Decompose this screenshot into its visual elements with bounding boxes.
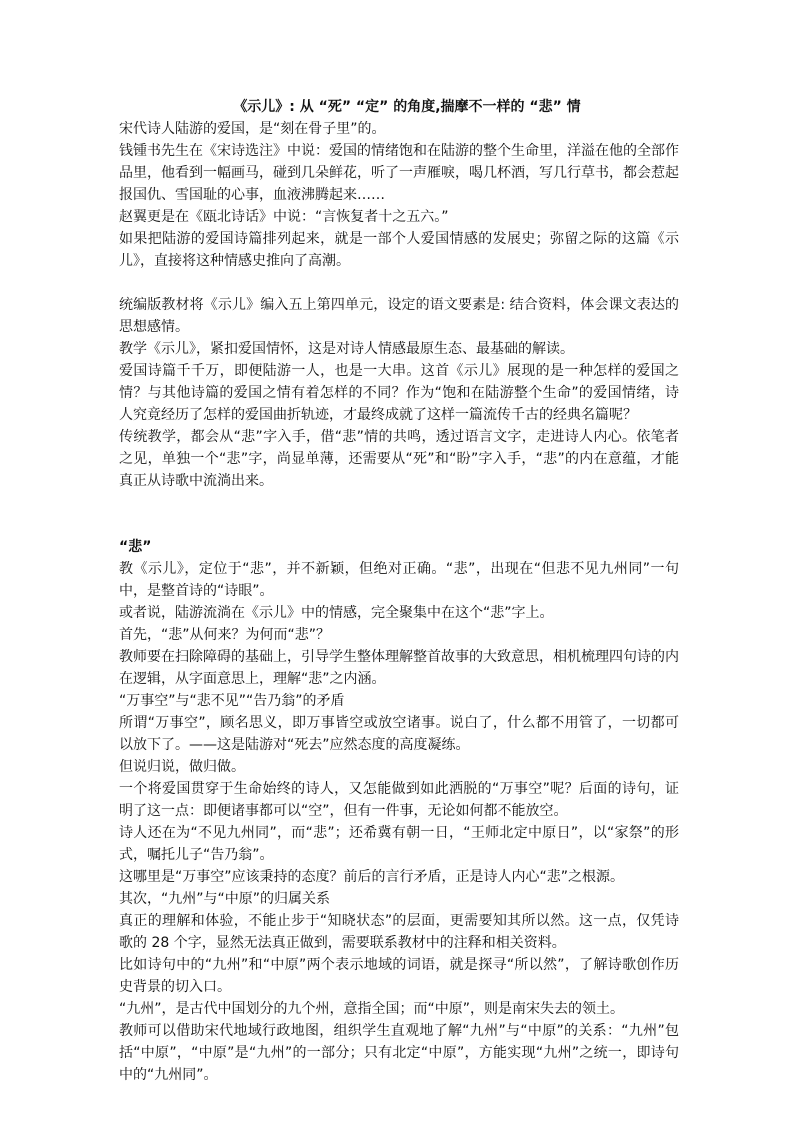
section-heading: “悲”: [119, 539, 152, 555]
paragraph: 一个将爱国贯穿于生命始终的诗人，又怎能做到如此洒脱的“万事空”呢？后面的诗句，证明了这一点：即便诸事都可以“空”，但有一件事，无论如何都不能放空。: [119, 781, 679, 819]
paragraph: 所谓“万事空”，顾名思义，即万事皆空或放空诸事。说白了，什么都不用管了，一切都可以放下了。——这是陆游对“死去”应然态度的高度凝练。: [119, 715, 679, 753]
paragraph: “九州”，是古代中国划分的九个州，意指全国；而“中原”，则是南宋失去的领土。: [119, 1001, 625, 1017]
paragraph: 教师可以借助宋代地域行政地图，组织学生直观地了解“九州”与“中原”的关系：“九州”包括“中原”，“中原”是“九州”的一部分；只有北定“中原”，方能实现“九州”之统一，即诗句中的“九州同”。: [119, 1023, 679, 1083]
paragraph: 教学《示儿》，紧扣爱国情怀，这是对诗人情感最原生态、最基础的解读。: [119, 341, 574, 357]
paragraph: 爱国诗篇千千万，即便陆游一人，也是一大串。这首《示儿》展现的是一种怎样的爱国之情？与其他诗篇的爱国之情有着怎样的不同？作为“饱和在陆游整个生命”的爱国情绪，诗人究竟经历了怎样的爱国曲折轨迹，才最终成就了这样一篇流传千古的经典名篇呢？: [119, 363, 679, 423]
paragraph: 首先，“悲”从何来？为何而“悲”？: [119, 627, 331, 643]
paragraph: 真正的理解和体验，不能止步于“知晓状态”的层面，更需要知其所以然。这一点，仅凭诗歌的 28 个字，显然无法真正做到，需要联系教材中的注释和相关资料。: [119, 913, 679, 951]
paragraph: 如果把陆游的爱国诗篇排列起来，就是一部个人爱国情感的发展史；弥留之际的这篇《示儿》，直接将这种情感史推向了高潮。: [119, 231, 679, 269]
document-page: [119, 96, 679, 1086]
paragraph: 传统教学，都会从“悲”字入手，借“悲”情的共鸣，透过语言文字，走进诗人内心。依笔者之见，单独一个“悲”字，尚显单薄，还需要从“死”和“盼”字入手，“悲”的内在意蕴，才能真正从诗歌中流淌出来。: [119, 429, 679, 489]
paragraph: 比如诗句中的“九州”和“中原”两个表示地域的词语，就是探寻“所以然”，了解诗歌创作历史背景的切入口。: [119, 957, 679, 995]
paragraph: 教《示儿》，定位于“悲”，并不新颖，但绝对正确。“悲”，出现在“但悲不见九州同”一句中，是整首诗的“诗眼”。: [119, 561, 679, 599]
document-title: 《示儿》: 从 “死” “定” 的角度,揣摩不一样的 “悲” 情: [233, 99, 581, 115]
blank-line: [119, 272, 679, 294]
paragraph: 赵翼更是在《瓯北诗话》中说：“言恢复者十之五六。”: [119, 209, 449, 225]
paragraph: 其次，“九州”与“中原”的归属关系: [119, 891, 331, 907]
paragraph: 或者说，陆游流淌在《示儿》中的情感，完全聚集中在这个“悲”字上。: [119, 605, 554, 621]
paragraph: 诗人还在为“不见九州同”，而“悲”；还希冀有朝一日，“王师北定中原日”，以“家祭”的形式，嘱托儿子“告乃翁”。: [119, 825, 679, 863]
paragraph: 统编版教材将《示儿》编入五上第四单元，设定的语文要素是: 结合资料，体会课文表达的思想感情。: [119, 297, 679, 335]
paragraph: “万事空”与“悲不见”“告乃翁”的矛盾: [119, 693, 345, 709]
paragraph: 钱锺书先生在《宋诗选注》中说：爱国的情绪饱和在陆游的整个生命里，洋溢在他的全部作品里，他看到一幅画马，碰到几朵鲜花，听了一声雁唳，喝几杯酒，写几行草书，都会惹起报国仇、雪国耻的心事，血液沸腾起来……: [119, 143, 679, 203]
paragraph: 这哪里是“万事空”应该秉持的态度？前后的言行矛盾，正是诗人内心“悲”之根源。: [119, 869, 625, 885]
blank-line: [119, 514, 679, 536]
paragraph: 但说归说，做归做。: [119, 759, 245, 775]
paragraph: 教师要在扫除障碍的基础上，引导学生整体理解整首故事的大致意思，相机梳理四句诗的内在逻辑，从字面意思上，理解“悲”之内涵。: [119, 649, 679, 687]
blank-line: [119, 492, 679, 514]
paragraph: 宋代诗人陆游的爱国，是“刻在骨子里”的。: [119, 121, 386, 137]
